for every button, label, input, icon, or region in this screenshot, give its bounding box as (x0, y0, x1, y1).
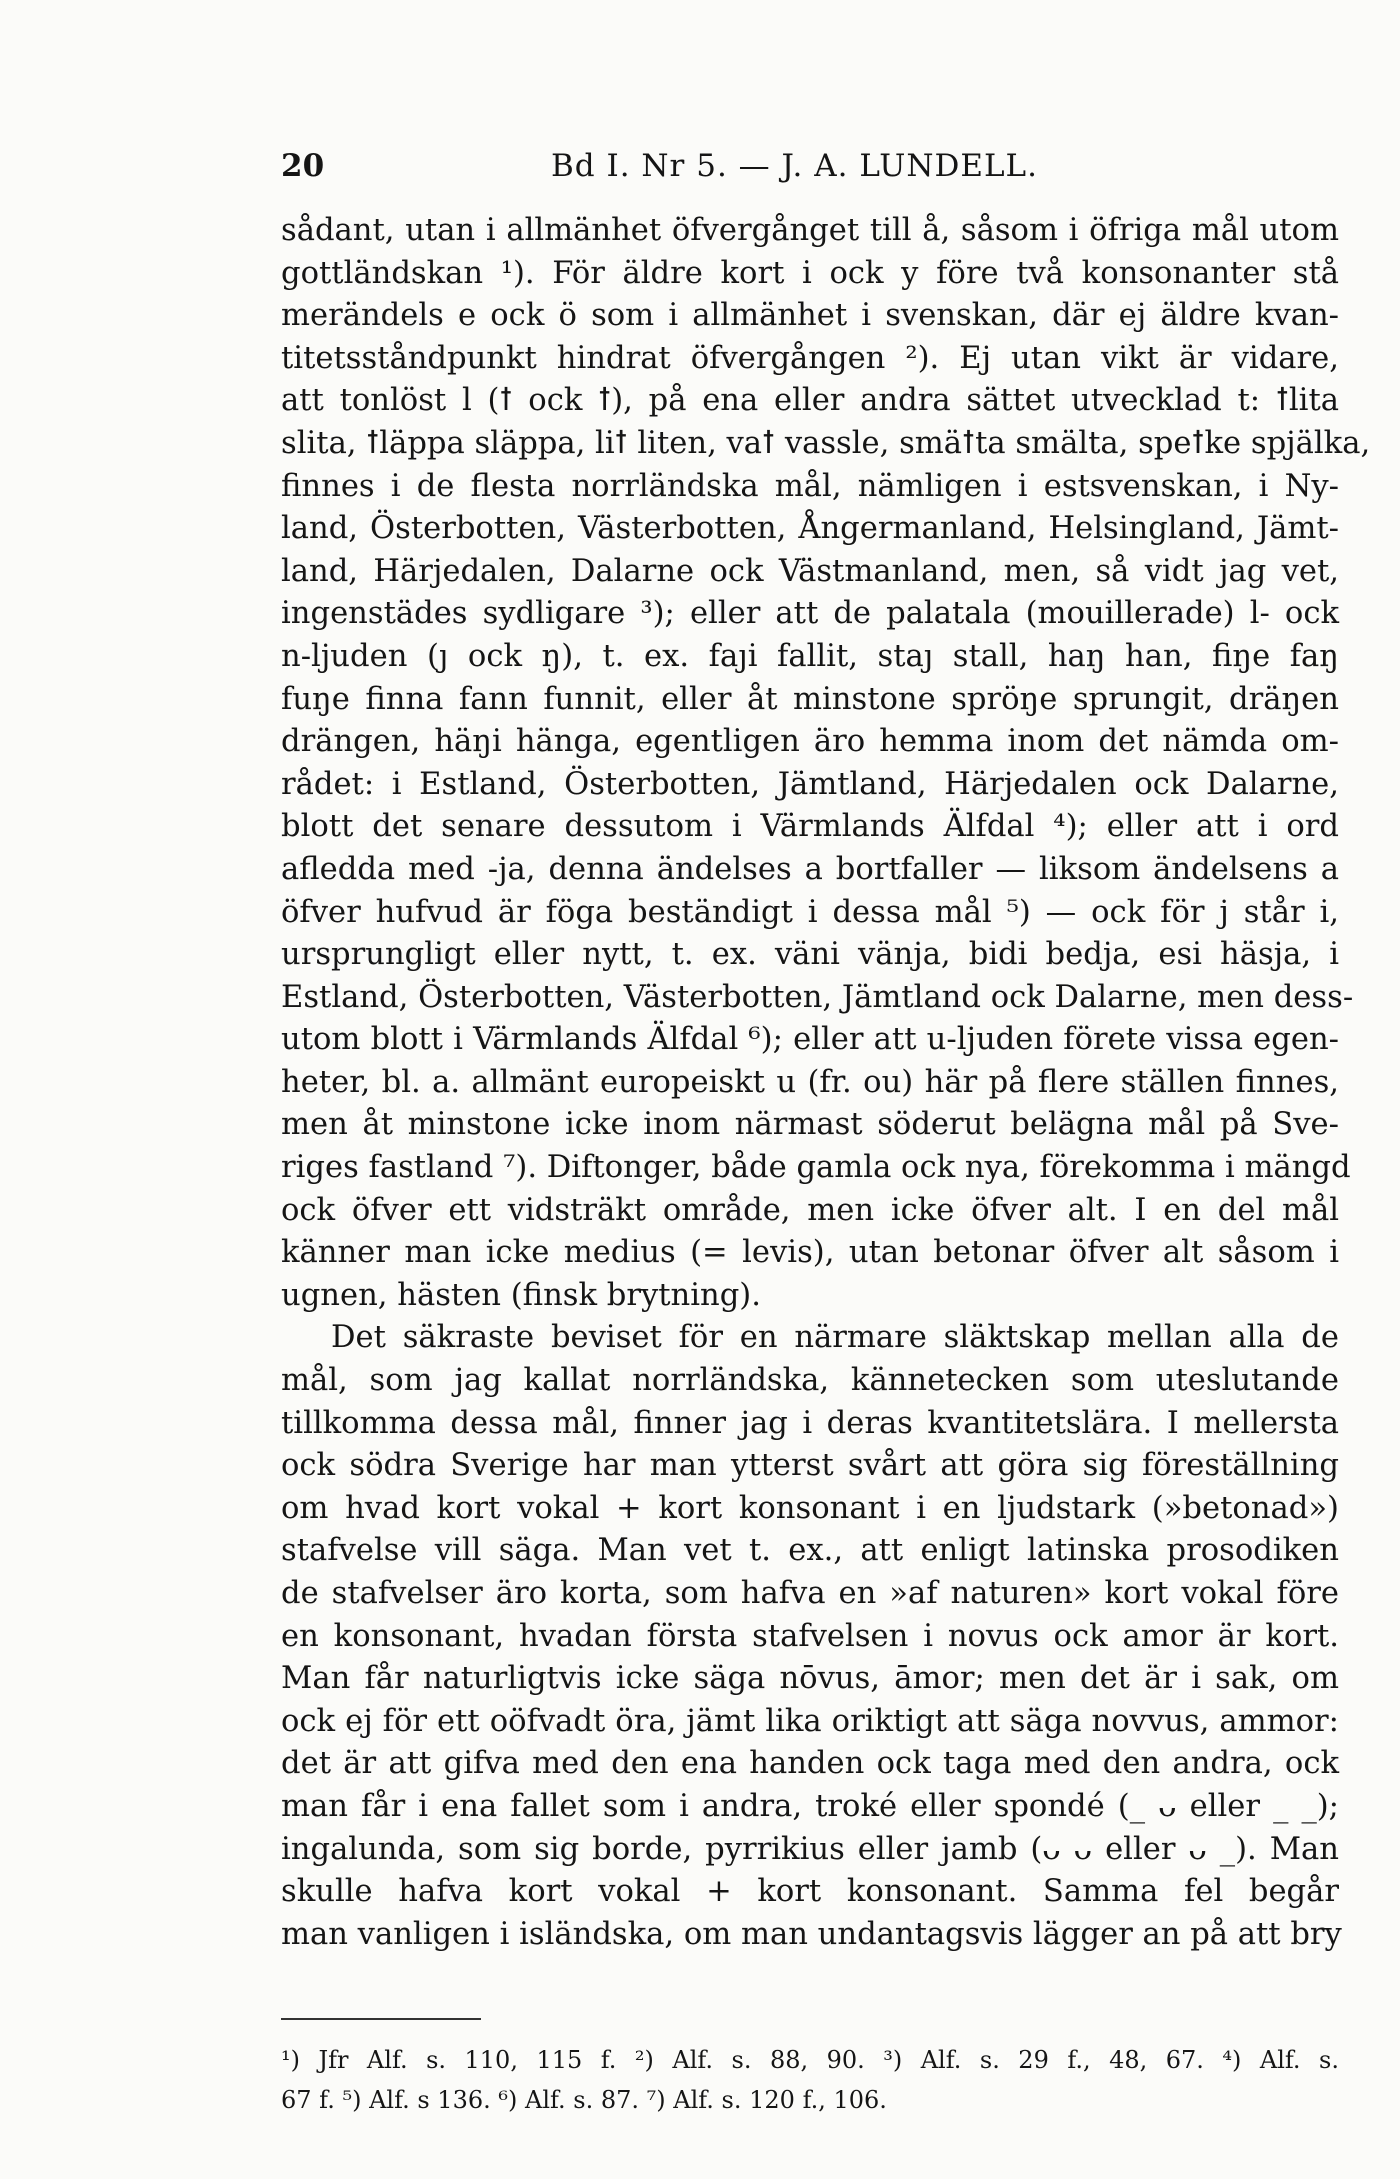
text-line: ingalunda, som sig borde, pyrrikius eller jamb (ᴗ ᴗ eller ᴗ _). Man (281, 1831, 1339, 1867)
text-line: skulle hafva kort vokal + kort konsonant. Samma fel begår (281, 1874, 1339, 1910)
text-line: man vanligen i isländska, om man undantagsvis lägger an på att bry (281, 1916, 1342, 1952)
text-line: stafvelse vill säga. Man vet t. ex., att enligt latinska prosodiken (281, 1533, 1339, 1569)
text-line: man får i ena fallet som i andra, troké eller spondé (_ ᴗ eller _ _); (281, 1788, 1339, 1824)
text-line: Man får naturligtvis icke säga nōvus, āmor; men det är i sak, om (281, 1661, 1339, 1697)
body-text (281, 210, 1371, 1956)
text-line: drängen, häŋi hänga, egentligen äro hemma inom det nämda om- (281, 724, 1339, 760)
text-line: riges fastland ⁷). Diftonger, både gamla ock nya, förekomma i mängd (281, 1150, 1351, 1186)
text-line: rådet: i Estland, Österbotten, Jämtland, Härjedalen ock Dalarne, (281, 766, 1339, 802)
text-line: merändels e ock ö som i allmänhet i svenskan, där ej äldre kvan- (281, 298, 1339, 334)
text-line: slita, ꝉläppa släppa, liꝉ liten, vaꝉ vassle, smäꝉta smälta, speꝉke spjälka, (281, 425, 1371, 461)
text-line: Det säkraste beviset för en närmare släktskap mellan alla de (331, 1320, 1339, 1356)
text-line: tillkomma dessa mål, finner jag i deras kvantitetslära. I mellersta (281, 1405, 1339, 1441)
page-number: 20 (281, 148, 325, 184)
text-line: land, Österbotten, Västerbotten, Ångermanland, Helsingland, Jämt- (281, 511, 1339, 547)
text-line: öfver hufvud är föga beständigt i dessa mål ⁵) — ock för j står i, (281, 894, 1339, 930)
text-line: n-ljuden (ȷ ock ŋ), t. ex. faȷi fallit, staȷ stall, haŋ han, fiŋe faŋ (281, 638, 1339, 674)
text-line: ock öfver ett vidsträkt område, men icke öfver alt. I en del mål (281, 1192, 1339, 1228)
text-line: titetsståndpunkt hindrat öfvergången ²). Ej utan vikt är vidare, (281, 340, 1339, 376)
text-line: heter, bl. a. allmänt europeiskt u (fr. ou) här på flere ställen finnes, (281, 1064, 1339, 1100)
text-line: sådant, utan i allmänhet öfvergånget till å, såsom i öfriga mål utom (281, 213, 1339, 248)
text-line: ingenstädes sydligare ³); eller att de palatala (mouillerade) l- ock (281, 596, 1339, 632)
text-line: att tonlöst l (ꝉ ock ꝉ), på ena eller andra sättet utvecklad t: ꝉlita (281, 383, 1339, 419)
text-line: det är att gifva med den ena handen ock taga med den andra, ock (281, 1746, 1339, 1782)
text-line: ock södra Sverige har man ytterst svårt att göra sig föreställning (281, 1448, 1339, 1484)
text-line: en konsonant, hvadan första stafvelsen i novus ock amor är kort. (281, 1618, 1339, 1654)
text-line: men åt minstone icke inom närmast söderut belägna mål på Sve- (281, 1107, 1339, 1143)
text-line: ugnen, hästen (finsk brytning). (281, 1277, 761, 1313)
text-line: utom blott i Värmlands Älfdal ⁶); eller att u-ljuden förete vissa egen- (281, 1022, 1339, 1058)
page-header (281, 148, 1341, 190)
text-line: blott det senare dessutom i Värmlands Älfdal ⁴); eller att i ord (281, 809, 1339, 845)
text-line: de stafvelser äro korta, som hafva en »af naturen» kort vokal före (281, 1576, 1339, 1611)
text-line: finnes i de flesta norrländska mål, nämligen i estsvenskan, i Ny- (281, 468, 1339, 504)
text-line: gottländskan ¹). För äldre kort i ock y före två konsonanter stå (281, 255, 1339, 291)
text-line: om hvad kort vokal + kort konsonant i en ljudstark (»betonad») (281, 1490, 1339, 1526)
text-line: land, Härjedalen, Dalarne ock Västmanland, men, så vidt jag vet, (281, 553, 1339, 589)
footnotes (281, 2040, 1339, 2120)
text-line: ock ej för ett oöfvadt öra, jämt lika oriktigt att säga novvus, ammor: (281, 1703, 1339, 1739)
text-line: Estland, Österbotten, Västerbotten, Jämtland ock Dalarne, men dess- (281, 979, 1354, 1015)
text-line: afledda med -ja, denna ändelses a bortfaller — liksom ändelsens a (281, 851, 1339, 887)
footnote-line: ¹) Jfr Alf. s. 110, 115 f. ²) Alf. s. 88, 90. ³) Alf. s. 29 f., 48, 67. ⁴) Alf. s. (281, 2046, 1339, 2074)
text-line: ursprungligt eller nytt, t. ex. väni vänja, bidi bedja, esi häsja, i (281, 937, 1339, 973)
footnote-rule (281, 2018, 481, 2020)
running-head: Bd I. Nr 5. — J. A. LUNDELL. (551, 148, 1038, 184)
text-line: fuŋe finna fann funnit, eller åt minstone spröŋe sprungit, dräŋen (281, 681, 1339, 717)
text-line: känner man icke medius (= levis), utan betonar öfver alt såsom i (281, 1235, 1339, 1271)
text-line: mål, som jag kallat norrländska, kännetecken som uteslutande (281, 1363, 1339, 1399)
footnote-line: 67 f. ⁵) Alf. s 136. ⁶) Alf. s. 87. ⁷) Alf. s. 120 f., 106. (281, 2086, 887, 2114)
